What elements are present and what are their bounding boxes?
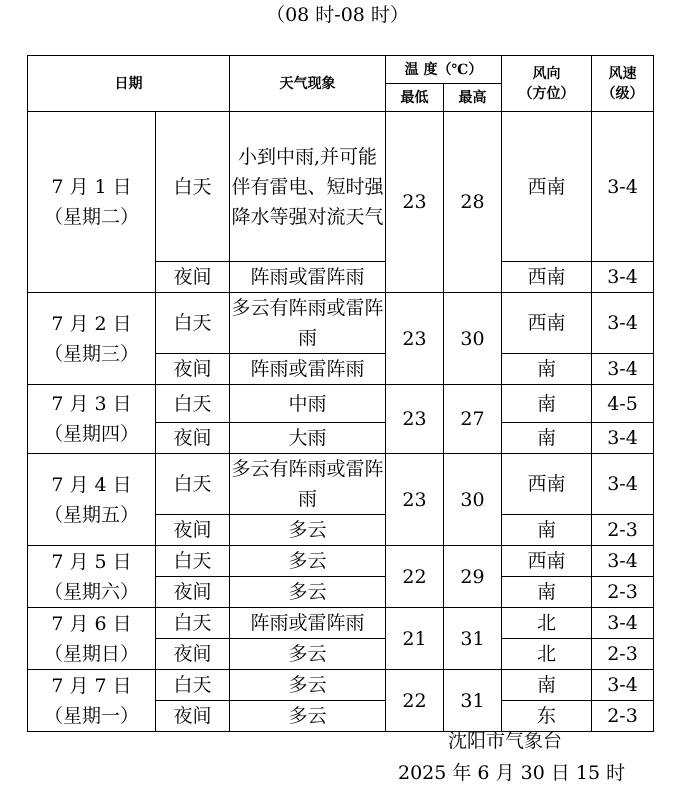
period-label: 白天 — [156, 454, 230, 515]
weather-forecast-table — [27, 55, 654, 732]
date-label: 7 月 1 日 — [51, 176, 132, 198]
date-cell — [28, 608, 156, 670]
weather-text: 多云有阵雨或雷阵雨 — [230, 454, 386, 515]
wind-direction-value: 南 — [502, 515, 592, 546]
wind-direction-value: 南 — [502, 423, 592, 454]
temp-min-value: 21 — [386, 608, 444, 670]
weather-text: 多云 — [230, 670, 386, 701]
wind-direction-value: 西南 — [502, 546, 592, 577]
wind-speed-value: 3-4 — [592, 546, 654, 577]
header-weather: 天气现象 — [230, 56, 386, 112]
weather-text: 小到中雨,并可能伴有雷电、短时强降水等强对流天气 — [230, 112, 386, 262]
weather-text: 中雨 — [230, 385, 386, 423]
date-label: 7 月 2 日 — [51, 312, 132, 335]
period-label: 白天 — [156, 546, 230, 577]
weather-text: 多云 — [230, 639, 386, 670]
temp-max-value: 27 — [444, 385, 502, 454]
weekday-label: （星期日） — [43, 642, 139, 665]
temp-min-value: 23 — [386, 385, 444, 454]
date-cell — [28, 293, 156, 385]
weekday-label: （星期二） — [43, 206, 139, 228]
issuing-organization: 沈阳市气象台 — [448, 730, 563, 752]
wind-direction-value: 北 — [502, 608, 592, 639]
wind-speed-value: 3-4 — [592, 608, 654, 639]
table-row — [28, 293, 654, 354]
wind-speed-value: 3-4 — [592, 262, 654, 293]
wind-speed-value: 2-3 — [592, 577, 654, 608]
wind-speed-value: 2-3 — [592, 639, 654, 670]
wind-speed-value: 4-5 — [592, 385, 654, 423]
wind-speed-value: 3-4 — [592, 354, 654, 385]
table-row — [28, 385, 654, 423]
period-label: 白天 — [156, 112, 230, 262]
wind-direction-value: 北 — [502, 639, 592, 670]
table-row — [28, 608, 654, 639]
header-wind-direction-unit: （方位） — [518, 85, 575, 102]
period-label: 白天 — [156, 670, 230, 701]
temp-max-value: 29 — [444, 546, 502, 608]
header-row — [28, 56, 654, 84]
wind-speed-value: 3-4 — [592, 670, 654, 701]
weekday-label: （星期三） — [43, 342, 139, 365]
wind-direction-value: 西南 — [502, 262, 592, 293]
date-label: 7 月 4 日 — [51, 473, 132, 496]
period-label: 夜间 — [156, 639, 230, 670]
wind-direction-value: 南 — [502, 354, 592, 385]
temp-max-value: 31 — [444, 670, 502, 732]
weather-text: 多云 — [230, 515, 386, 546]
date-cell — [28, 112, 156, 293]
header-wind-speed — [592, 56, 654, 112]
period-label: 夜间 — [156, 577, 230, 608]
issue-datetime: 2025 年 6 月 30 日 15 时 — [398, 762, 626, 784]
table-row — [28, 454, 654, 515]
wind-speed-value: 2-3 — [592, 515, 654, 546]
wind-speed-value: 3-4 — [592, 112, 654, 262]
weekday-label: （星期六） — [43, 580, 139, 603]
weather-text: 多云有阵雨或雷阵雨 — [230, 293, 386, 354]
date-cell — [28, 385, 156, 454]
weather-text: 多云 — [230, 546, 386, 577]
period-label: 夜间 — [156, 423, 230, 454]
table-row — [28, 670, 654, 701]
header-temp-max: 最高 — [444, 84, 502, 112]
wind-direction-value: 南 — [502, 670, 592, 701]
temp-max-value: 30 — [444, 454, 502, 546]
date-label: 7 月 5 日 — [51, 550, 132, 573]
temp-min-value: 23 — [386, 454, 444, 546]
period-label: 夜间 — [156, 262, 230, 293]
header-temp-min: 最低 — [386, 84, 444, 112]
period-label: 白天 — [156, 385, 230, 423]
header-temperature: 温 度（℃） — [386, 56, 502, 84]
wind-speed-value: 3-4 — [592, 423, 654, 454]
header-wind-speed-unit: （级） — [601, 85, 644, 102]
table-row — [28, 112, 654, 262]
period-label: 白天 — [156, 608, 230, 639]
wind-direction-value: 西南 — [502, 293, 592, 354]
wind-direction-value: 东 — [502, 701, 592, 732]
period-label: 夜间 — [156, 515, 230, 546]
header-wind-direction — [502, 56, 592, 112]
date-label: 7 月 6 日 — [51, 612, 132, 635]
period-label: 夜间 — [156, 354, 230, 385]
header-wind-speed-label: 风速 — [608, 65, 637, 82]
wind-direction-value: 南 — [502, 577, 592, 608]
header-wind-direction-label: 风向 — [532, 65, 561, 82]
weather-text: 多云 — [230, 577, 386, 608]
temp-min-value: 23 — [386, 112, 444, 293]
wind-direction-value: 西南 — [502, 454, 592, 515]
wind-speed-value: 2-3 — [592, 701, 654, 732]
weather-text: 多云 — [230, 701, 386, 732]
wind-direction-value: 南 — [502, 385, 592, 423]
weekday-label: （星期五） — [43, 503, 139, 526]
date-label: 7 月 3 日 — [51, 393, 132, 415]
date-cell — [28, 454, 156, 546]
forecast-period-note: （08 时-08 时） — [266, 4, 409, 26]
header-date: 日期 — [28, 56, 230, 112]
period-label: 白天 — [156, 293, 230, 354]
date-cell — [28, 546, 156, 608]
weekday-label: （星期一） — [43, 704, 139, 727]
table-row — [28, 546, 654, 577]
wind-speed-value: 3-4 — [592, 293, 654, 354]
weather-text: 阵雨或雷阵雨 — [230, 354, 386, 385]
temp-min-value: 22 — [386, 670, 444, 732]
weather-text: 大雨 — [230, 423, 386, 454]
period-label: 夜间 — [156, 701, 230, 732]
weather-text: 阵雨或雷阵雨 — [230, 608, 386, 639]
temp-max-value: 28 — [444, 112, 502, 293]
wind-speed-value: 3-4 — [592, 454, 654, 515]
weather-text: 阵雨或雷阵雨 — [230, 262, 386, 293]
wind-direction-value: 西南 — [502, 112, 592, 262]
temp-max-value: 31 — [444, 608, 502, 670]
temp-max-value: 30 — [444, 293, 502, 385]
temp-min-value: 23 — [386, 293, 444, 385]
temp-min-value: 22 — [386, 546, 444, 608]
date-cell — [28, 670, 156, 732]
date-label: 7 月 7 日 — [51, 674, 132, 697]
weekday-label: （星期四） — [43, 423, 139, 445]
